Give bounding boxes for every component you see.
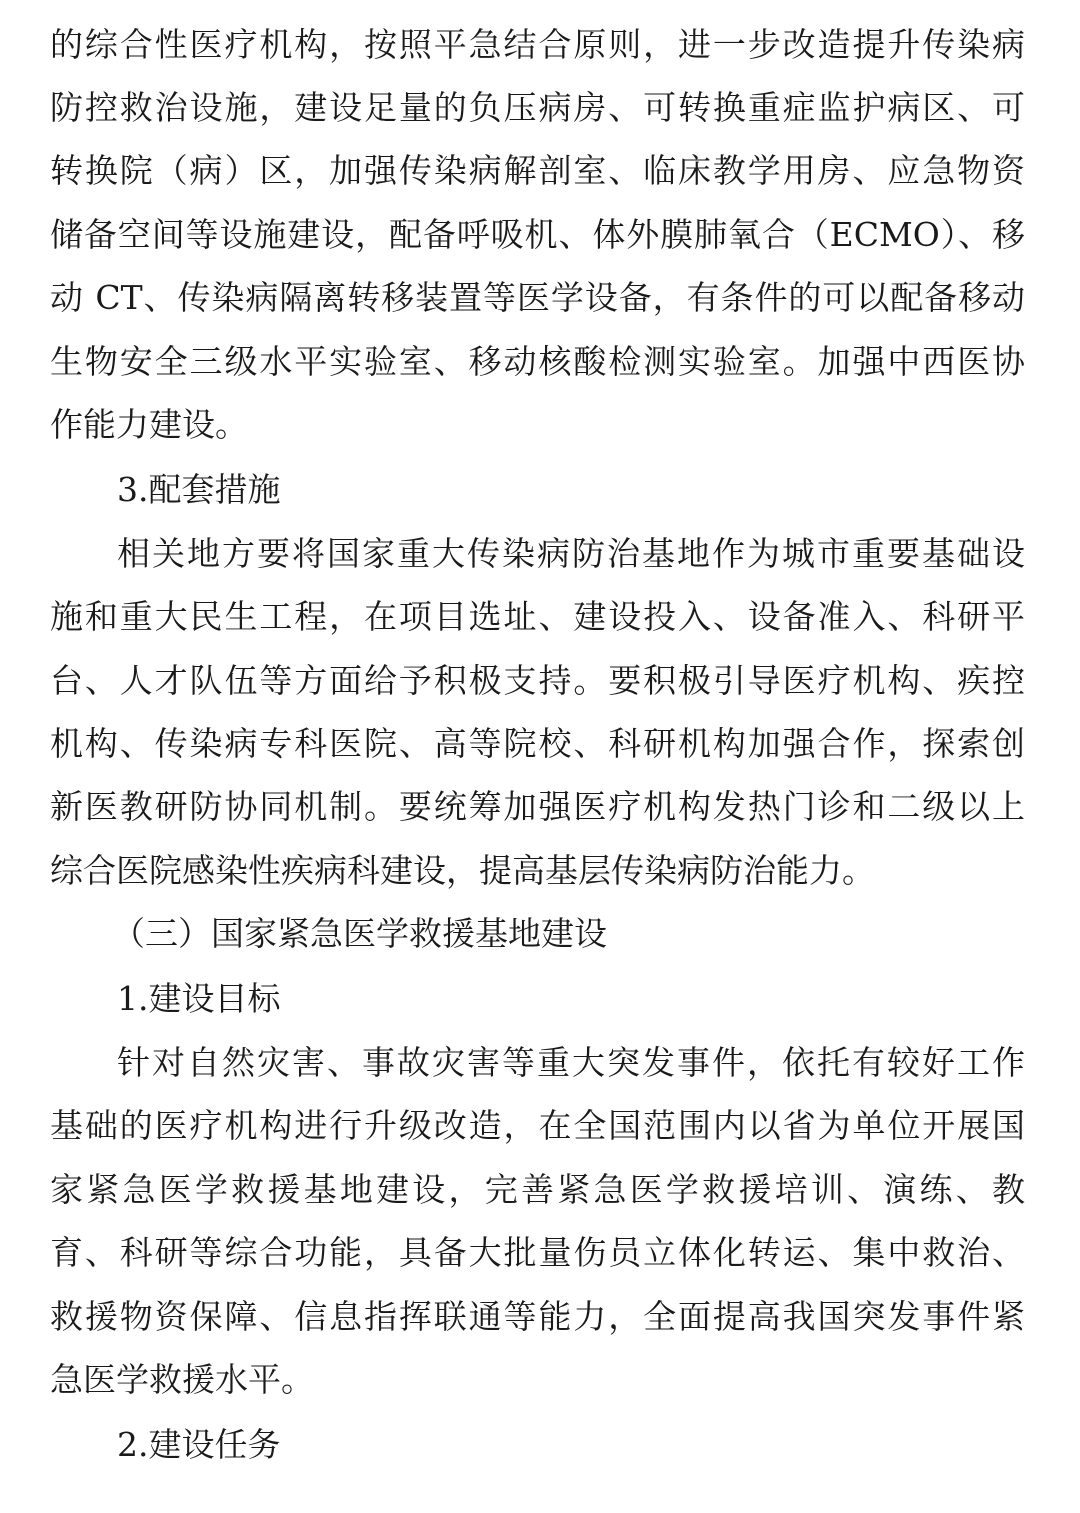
text-line: 作能力建设。 [50, 405, 248, 444]
paragraph-2-line-2 [0, 597, 1080, 637]
text-line: 机构、传染病专科医院、高等院校、科研机构加强合作，探索创 [50, 724, 1025, 763]
text-line: 针对自然灾害、事故灾害等重大突发事件，依托有较好工作 [117, 1043, 1025, 1082]
text-line: 台、人才队伍等方面给予积极支持。要积极引导医疗机构、疾控 [50, 661, 1025, 700]
text-line: 新医教研防协同机制。要统筹加强医疗机构发热门诊和二级以上 [50, 787, 1025, 826]
section-heading-text: （三）国家紧急医学救援基地建设 [112, 914, 607, 953]
text-line: 急医学救援水平。 [50, 1360, 314, 1399]
text-line: 相关地方要将国家重大传染病防治基地作为城市重要基础设 [117, 534, 1025, 573]
text-line: 防控救治设施，建设足量的负压病房、可转换重症监护病区、可 [50, 88, 1025, 127]
text-line: 动 CT、传染病隔离转移装置等医学设备，有条件的可以配备移动 [50, 278, 1025, 317]
paragraph-3-line-3 [0, 1170, 1080, 1210]
paragraph-2-line-5 [0, 787, 1080, 827]
heading-text: 2.建设任务 [117, 1425, 281, 1464]
paragraph-1-line-2 [0, 88, 1080, 128]
paragraph-1-line-1 [0, 25, 1080, 65]
section-heading-emergency-base [0, 914, 1080, 954]
text-line: 基础的医疗机构进行升级改造，在全国范围内以省为单位开展国 [50, 1106, 1025, 1145]
text-line: 储备空间等设施建设，配备呼吸机、体外膜肺氧合（ECMO）、移 [50, 215, 1025, 254]
paragraph-3-line-6 [0, 1360, 1080, 1400]
text-line: 育、科研等综合功能，具备大批量伤员立体化转运、集中救治、 [50, 1233, 1025, 1272]
text-line: 救援物资保障、信息指挥联通等能力，全面提高我国突发事件紧 [50, 1297, 1025, 1336]
heading-text: 3.配套措施 [117, 470, 281, 509]
subheading-supporting-measures [0, 470, 1080, 510]
paragraph-3-line-5 [0, 1297, 1080, 1337]
paragraph-1-line-6 [0, 342, 1080, 382]
paragraph-3-line-4 [0, 1233, 1080, 1273]
text-line: 家紧急医学救援基地建设，完善紧急医学救援培训、演练、教 [50, 1170, 1025, 1209]
paragraph-2-line-1 [0, 534, 1080, 574]
paragraph-2-line-3 [0, 661, 1080, 701]
text-line: 施和重大民生工程，在项目选址、建设投入、设备准入、科研平 [50, 597, 1025, 636]
text-line: 综合医院感染性疾病科建设，提高基层传染病防治能力。 [50, 851, 875, 890]
text-line: 的综合性医疗机构，按照平急结合原则，进一步改造提升传染病 [50, 25, 1025, 64]
paragraph-1-line-5 [0, 278, 1080, 318]
paragraph-2-line-6 [0, 851, 1080, 891]
paragraph-1-line-3 [0, 151, 1080, 191]
paragraph-3-line-2 [0, 1106, 1080, 1146]
subheading-construction-tasks [0, 1425, 1080, 1465]
text-line: 转换院（病）区，加强传染病解剖室、临床教学用房、应急物资 [50, 151, 1025, 190]
text-line: 生物安全三级水平实验室、移动核酸检测实验室。加强中西医协 [50, 342, 1025, 381]
paragraph-1-line-4 [0, 215, 1080, 255]
subheading-construction-goals [0, 979, 1080, 1019]
paragraph-1-line-7 [0, 405, 1080, 445]
paragraph-2-line-4 [0, 724, 1080, 764]
paragraph-3-line-1 [0, 1043, 1080, 1083]
heading-text: 1.建设目标 [117, 979, 281, 1018]
